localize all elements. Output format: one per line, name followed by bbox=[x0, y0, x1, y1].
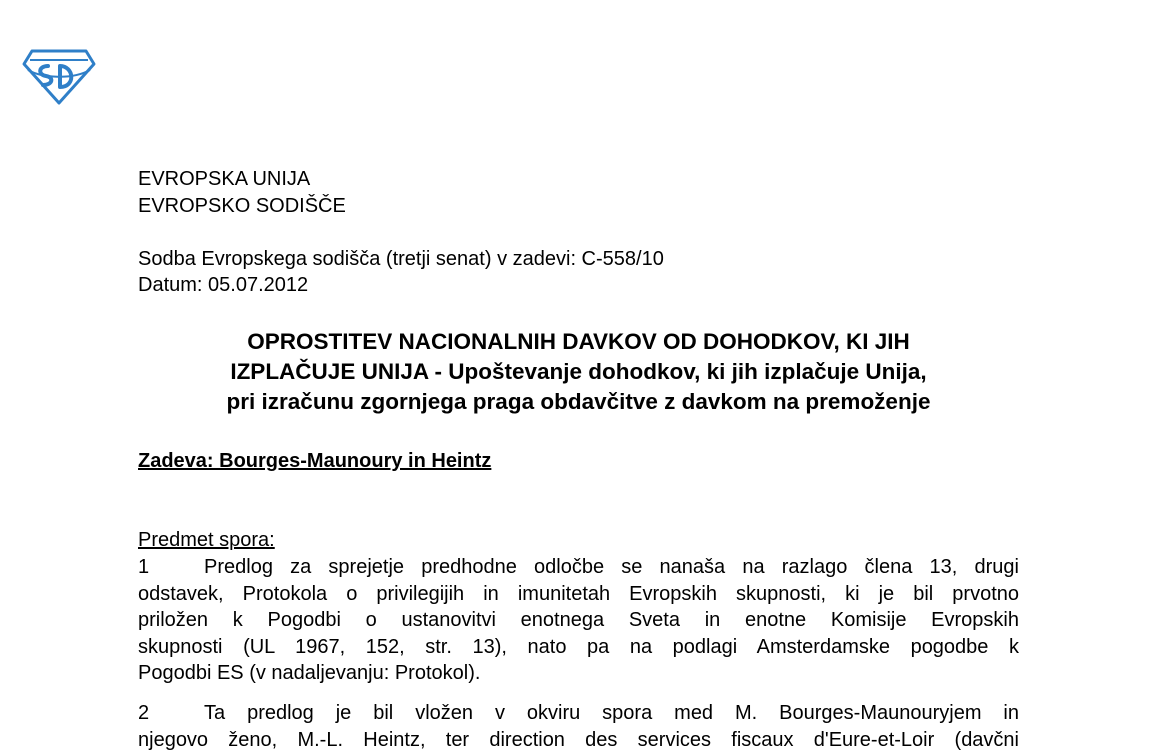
issuer-line-2: EVROPSKO SODIŠČE bbox=[138, 193, 346, 220]
paragraph-line: Pogodbi ES (v nadaljevanju: Protokol). bbox=[138, 660, 1019, 687]
paragraph-line: 1 Predlog za sprejetje predhodne odločbe se nanaša na razlago člena 13, drugi bbox=[138, 554, 1019, 581]
title-line-3: pri izračunu zgornjega praga obdavčitve z davkom na premoženje bbox=[138, 387, 1019, 417]
paragraph-number: 1 bbox=[138, 554, 204, 581]
case-info bbox=[138, 246, 664, 298]
logo-icon bbox=[22, 48, 96, 106]
case-date: Datum: 05.07.2012 bbox=[138, 272, 664, 298]
title-line-1: OPROSTITEV NACIONALNIH DAVKOV OD DOHODKOV, KI JIH bbox=[138, 327, 1019, 357]
paragraph-line: priložen k Pogodbi o ustanovitvi enotnega Sveta in enotne Komisije Evropskih bbox=[138, 607, 1019, 634]
paragraph-2 bbox=[138, 700, 1019, 753]
case-subject: Zadeva: Bourges-Maunoury in Heintz bbox=[138, 448, 491, 474]
page-title bbox=[138, 327, 1019, 417]
paragraph-line: njegovo ženo, M.-L. Heintz, ter direction des services fiscaux d'Eure-et-Loir (davčni bbox=[138, 727, 1019, 753]
paragraph-1 bbox=[138, 554, 1019, 687]
title-line-2: IZPLAČUJE UNIJA - Upoštevanje dohodkov, ki jih izplačuje Unija, bbox=[138, 357, 1019, 387]
issuer-line-1: EVROPSKA UNIJA bbox=[138, 166, 346, 193]
paragraph-number: 2 bbox=[138, 700, 204, 727]
paragraph-line: odstavek, Protokola o privilegijih in imunitetah Evropskih skupnosti, ki je bil prvotno bbox=[138, 581, 1019, 608]
paragraph-line: 2 Ta predlog je bil vložen v okviru spora med M. Bourges-Maunouryjem in bbox=[138, 700, 1019, 727]
paragraph-line: skupnosti (UL 1967, 152, str. 13), nato pa na podlagi Amsterdamske pogodbe k bbox=[138, 634, 1019, 661]
issuer-block bbox=[138, 166, 346, 220]
case-reference: Sodba Evropskega sodišča (tretji senat) v zadevi: C-558/10 bbox=[138, 246, 664, 272]
section-heading: Predmet spora: bbox=[138, 527, 275, 553]
